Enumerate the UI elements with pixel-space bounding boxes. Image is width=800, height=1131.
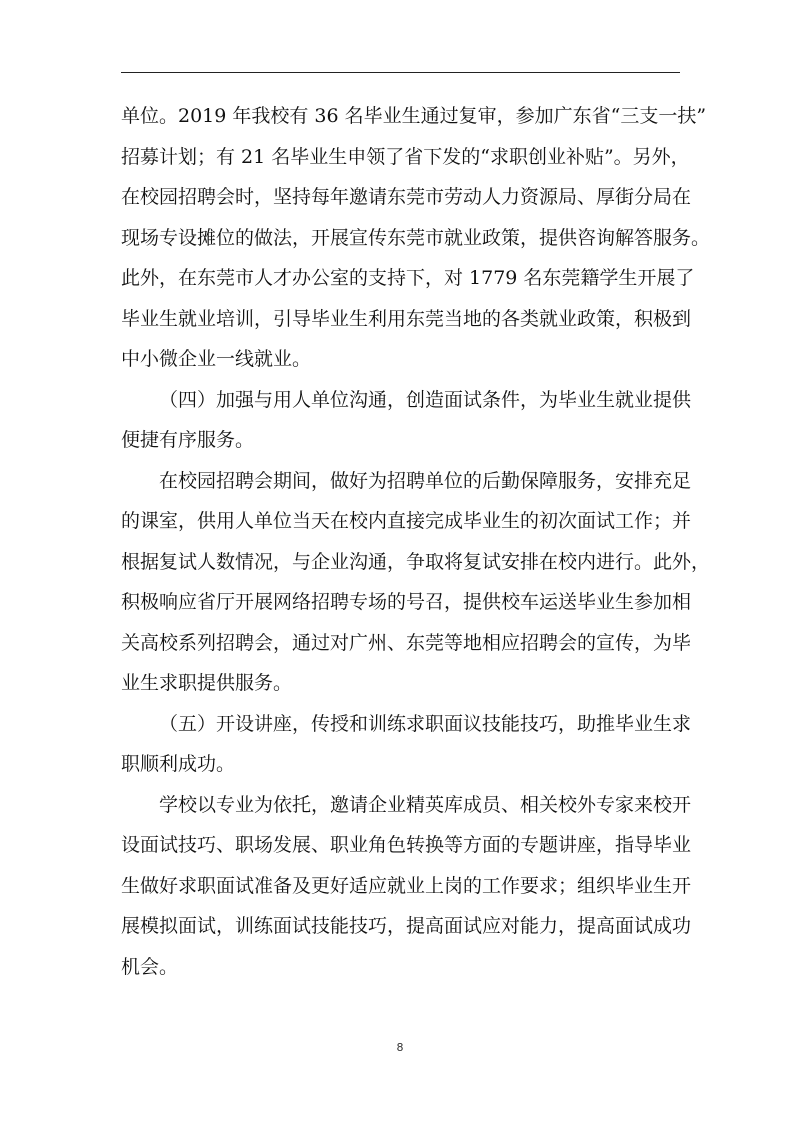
text-line: 招募计划；有 21 名毕业生申领了省下发的“求职创业补贴”。另外， [121, 145, 690, 168]
section-heading [121, 704, 692, 785]
paragraph [121, 96, 711, 380]
paragraph [121, 785, 692, 988]
header-rule [121, 72, 680, 73]
document-body [121, 96, 711, 987]
text-line: 业生求职提供服务。 [121, 672, 293, 694]
text-line: （五）开设讲座，传授和训练求职面议技能技巧，助推毕业生求 [159, 712, 692, 735]
text-line: 的课室，供用人单位当天在校内直接完成毕业生的初次面试工作；并 [121, 510, 692, 532]
text-line: 展模拟面试，训练面试技能技巧，提高面试应对能力，提高面试成功 [121, 915, 692, 937]
page-number: 8 [396, 1041, 404, 1054]
text-line: 毕业生就业培训，引导毕业生利用东莞当地的各类就业政策，积极到 [121, 307, 692, 330]
paragraph [121, 461, 711, 704]
text-line: 此外，在东莞市人才办公室的支持下，对 1779 名东莞籍学生开展了 [121, 267, 695, 289]
text-line: 机会。 [121, 955, 179, 978]
text-line: 根据复试人数情况，与企业沟通，争取将复试安排在校内进行。此外， [121, 550, 711, 573]
text-line: 便捷有序服务。 [121, 429, 255, 451]
text-line: 现场专设摊位的做法，开展宣传东莞市就业政策，提供咨询解答服务。 [121, 226, 711, 249]
text-line: 在校园招聘会期间，做好为招聘单位的后勤保障服务，安排充足 [159, 469, 692, 492]
text-line: 关高校系列招聘会，通过对广州、东莞等地相应招聘会的宣传，为毕 [121, 631, 692, 654]
text-line: 单位。2019 年我校有 36 名毕业生通过复审，参加广东省“三支一扶” [121, 105, 707, 127]
text-line: 学校以专业为依托，邀请企业精英库成员、相关校外专家来校开 [159, 793, 692, 816]
text-line: 职顺利成功。 [121, 753, 236, 775]
text-line: （四）加强与用人单位沟通，创造面试条件，为毕业生就业提供 [159, 388, 692, 411]
text-line: 设面试技巧、职场发展、职业角色转换等方面的专题讲座，指导毕业 [121, 834, 692, 856]
text-line: 在校园招聘会时，坚持每年邀请东莞市劳动人力资源局、厚街分局在 [121, 186, 692, 208]
text-line: 中小微企业一线就业。 [121, 348, 312, 370]
section-heading [121, 380, 692, 461]
text-line: 生做好求职面试准备及更好适应就业上岗的工作要求；组织毕业生开 [121, 874, 692, 897]
text-line: 积极响应省厅开展网络招聘专场的号召，提供校车运送毕业生参加相 [121, 591, 692, 613]
